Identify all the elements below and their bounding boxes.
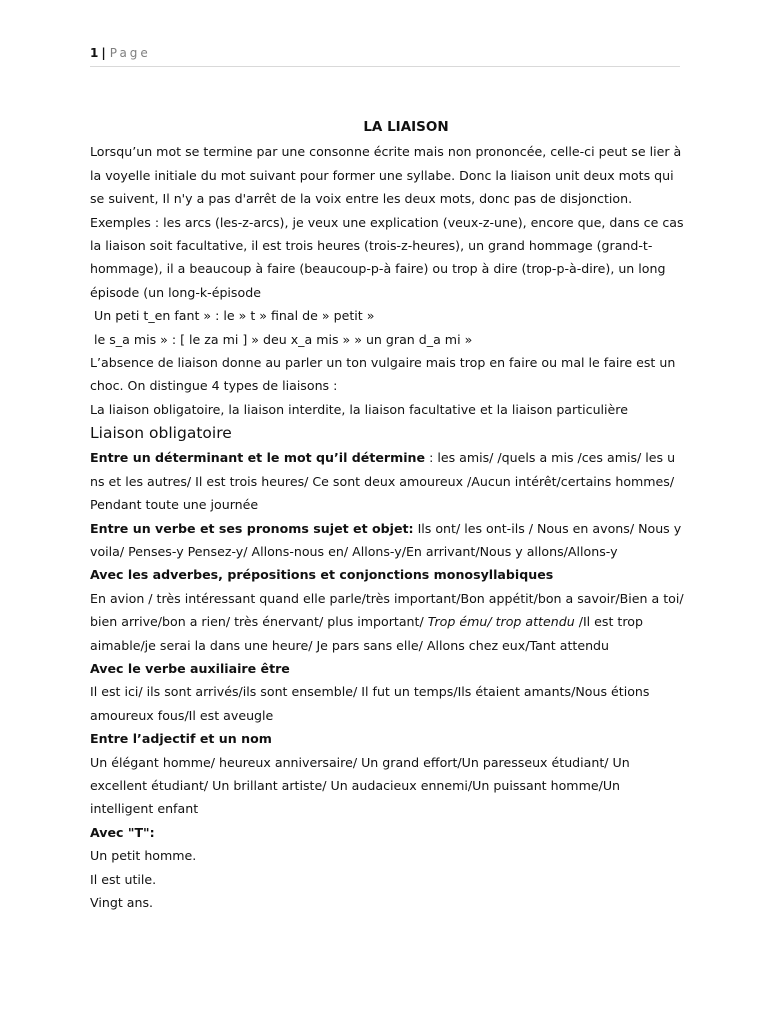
header-separator: | xyxy=(101,46,107,60)
adverb-text-2: /Il est trop aimable/je serai la dans une heure/ Je pars sans elle/ Allons chez eux/Tant attendu xyxy=(90,614,643,653)
determinant-paragraph xyxy=(90,446,686,516)
auxiliary-heading: Avec le verbe auxiliaire être xyxy=(90,660,290,676)
page-header xyxy=(90,46,680,67)
document-title: LA LIAISON xyxy=(363,119,449,135)
verb-text: Ils ont/ les ont-ils / Nous en avons/ Nous y voila/ Penses-y Pensez-y/ Allons-nous en/ Allons-y/En arrivant/Nous y allons/Allons-y xyxy=(90,520,682,559)
example-line-1: Un peti t_en fant » : le » t » final de » petit » xyxy=(94,308,375,324)
intro-paragraph: Lorsqu’un mot se termine par une consonne écrite mais non prononcée, celle-ci peut se lier à la voyelle initiale du mot suivant pour former une syllabe. Donc la liaison unit deux mots qui se suivent, Il n'y a pas d'arrêt de la voix entre les deux mots, donc pas de disjonction. Exemples : les arcs (les-z-arcs), je veux une explication (veux-z-une), encore que, dans ce cas la liaison soit facultative, il est trois heures (trois-z-heures), un grand hommage (grand-t-hommage), il a beaucoup à faire (beaucoup-p-à faire) ou trop à dire (trop-p-à-dire), un long épisode (un long-k-épisode xyxy=(90,144,684,300)
adjective-heading: Entre l’adjectif et un nom xyxy=(90,731,272,747)
example-line-2: le s_a mis » : [ le za mi ] » deu x_a mis » » un gran d_a mi » xyxy=(94,331,473,347)
verb-paragraph xyxy=(90,517,686,564)
determinant-label: Entre un déterminant et le mot qu’il détermine xyxy=(90,450,426,466)
page-label: Page xyxy=(109,46,151,60)
determinant-text: : les amis/ /quels a mis /ces amis/ les u ns et les autres/ Il est trois heures/ Ce sont deux amoureux /Aucun intérêt/certains hommes/ Pendant toute une journée xyxy=(90,450,676,513)
adverb-text: En avion / très intéressant quand elle parle/très important/Bon appétit/bon a savoir/Bien a toi/ bien arrive/bon a rien/ très énervant/ plus important/ xyxy=(90,590,684,630)
t-example-3: Vingt ans. xyxy=(90,895,154,910)
types-paragraph: La liaison obligatoire, la liaison interdite, la liaison facultative et la liaison particulière xyxy=(90,401,628,417)
document-body xyxy=(90,116,686,914)
adverb-paragraph xyxy=(90,587,686,657)
t-heading: Avec "T": xyxy=(90,824,155,840)
adverb-italic-text: Trop ému/ trop attendu xyxy=(427,614,575,630)
t-example-1: Un petit homme. xyxy=(90,848,197,864)
absence-paragraph: L’absence de liaison donne au parler un ton vulgaire mais trop en faire ou mal le faire est un choc. On distingue 4 types de liaisons : xyxy=(90,355,676,394)
adverb-heading: Avec les adverbes, prépositions et conjonctions monosyllabiques xyxy=(90,567,554,583)
t-example-2: Il est utile. xyxy=(90,871,157,887)
verb-label: Entre un verbe et ses pronoms sujet et objet: xyxy=(90,520,414,536)
auxiliary-paragraph: Il est ici/ ils sont arrivés/ils sont ensemble/ Il fut un temps/Ils étaient amants/Nous étions amoureux fous/Il est aveugle xyxy=(90,684,650,723)
adjective-paragraph: Un élégant homme/ heureux anniversaire/ Un grand effort/Un paresseux étudiant/ Un excellent étudiant/ Un brillant artiste/ Un audacieux ennemi/Un puissant homme/Un intelligent enfant xyxy=(90,754,630,817)
section-heading: Liaison obligatoire xyxy=(90,424,232,443)
page-number: 1 xyxy=(90,46,100,60)
